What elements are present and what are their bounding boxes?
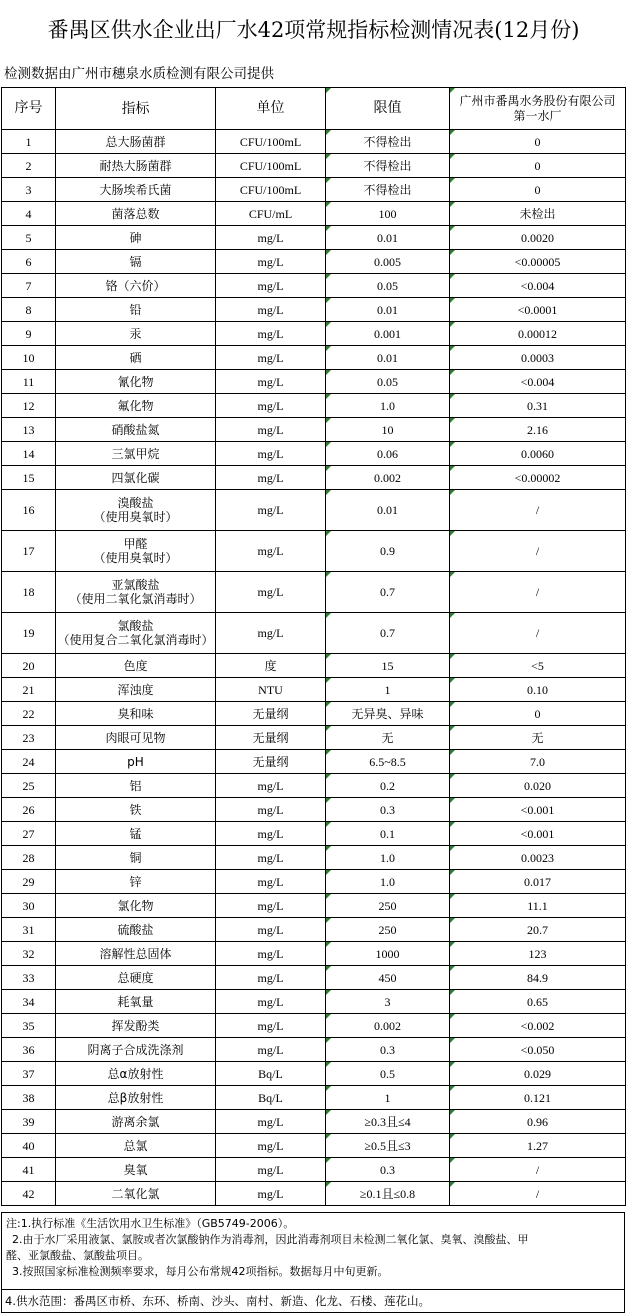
indicator-name: 游离余氯 [56,1110,216,1134]
indicator-unit: 度 [216,654,326,678]
row-number: 27 [2,822,56,846]
indicator-limit: 0.9 [326,531,450,572]
table-row [2,918,626,942]
indicator-unit: mg/L [216,370,326,394]
table-row [2,394,626,418]
indicator-unit: mg/L [216,298,326,322]
row-number: 30 [2,894,56,918]
indicator-unit: mg/L [216,870,326,894]
row-number: 31 [2,918,56,942]
indicator-limit: 0.3 [326,1158,450,1182]
table-row [2,654,626,678]
indicator-name: 铅 [56,298,216,322]
indicator-name: 四氯化碳 [56,466,216,490]
indicator-name: 耐热大肠菌群 [56,154,216,178]
measured-value: <0.004 [450,370,626,394]
table-row [2,966,626,990]
indicator-limit: 0.06 [326,442,450,466]
table-row [2,178,626,202]
measured-value: / [450,531,626,572]
row-number: 24 [2,750,56,774]
measured-value: 0.121 [450,1086,626,1110]
indicator-limit: 0.001 [326,322,450,346]
indicator-limit: 0.01 [326,298,450,322]
indicator-unit: mg/L [216,1038,326,1062]
indicator-unit: mg/L [216,442,326,466]
indicator-name: 锌 [56,870,216,894]
row-number: 23 [2,726,56,750]
measured-value: 0.0003 [450,346,626,370]
row-number: 34 [2,990,56,1014]
row-number: 35 [2,1014,56,1038]
row-number: 14 [2,442,56,466]
row-number: 21 [2,678,56,702]
indicator-unit: mg/L [216,531,326,572]
indicator-name: 总α放射性 [56,1062,216,1086]
indicator-unit: mg/L [216,418,326,442]
header-no: 序号 [2,88,56,130]
row-number: 39 [2,1110,56,1134]
measured-value: 0.96 [450,1110,626,1134]
measured-value: 0.10 [450,678,626,702]
table-row [2,490,626,531]
measured-value: <0.001 [450,798,626,822]
measured-value: <0.050 [450,1038,626,1062]
row-number: 26 [2,798,56,822]
indicator-unit: CFU/100mL [216,178,326,202]
row-number: 42 [2,1182,56,1206]
row-number: 28 [2,846,56,870]
table-row [2,346,626,370]
header-limit: 限值 [326,88,450,130]
indicator-name: 氯化物 [56,894,216,918]
indicator-limit: 0.01 [326,490,450,531]
indicator-limit: 0.002 [326,1014,450,1038]
data-source-note: 检测数据由广州市穗泉水质检测有限公司提供 [4,66,274,82]
indicator-name: 总β放射性 [56,1086,216,1110]
header-name: 指标 [56,88,216,130]
measured-value: 0.029 [450,1062,626,1086]
indicator-name: 硝酸盐氮 [56,418,216,442]
indicator-limit: 0.05 [326,370,450,394]
indicator-name: pH [56,750,216,774]
page-title: 番禺区供水企业出厂水42项常规指标检测情况表(12月份) [47,18,580,42]
measured-value: / [450,1158,626,1182]
row-number: 18 [2,572,56,613]
measured-value: / [450,1182,626,1206]
indicator-name: 铝 [56,774,216,798]
row-number: 29 [2,870,56,894]
measured-value: 0 [450,178,626,202]
table-row [2,678,626,702]
indicator-name: 铬（六价） [56,274,216,298]
measured-value: 0.00012 [450,322,626,346]
table-row [2,870,626,894]
row-number: 4 [2,202,56,226]
indicator-limit: ≥0.1且≤0.8 [326,1182,450,1206]
indicator-unit: mg/L [216,846,326,870]
table-row [2,154,626,178]
indicator-limit: 100 [326,202,450,226]
indicator-limit: 1.0 [326,394,450,418]
measured-value: 20.7 [450,918,626,942]
measured-value: 2.16 [450,418,626,442]
row-number: 36 [2,1038,56,1062]
indicator-limit: 0.2 [326,774,450,798]
header-unit: 单位 [216,88,326,130]
row-number: 7 [2,274,56,298]
measured-value: / [450,613,626,654]
indicator-limit: 0.01 [326,346,450,370]
measured-value: 1.27 [450,1134,626,1158]
indicator-limit: 0.3 [326,1038,450,1062]
indicator-unit: Bq/L [216,1086,326,1110]
table-row [2,942,626,966]
table-row [2,726,626,750]
measured-value: 0 [450,130,626,154]
measured-value: <5 [450,654,626,678]
indicator-unit: mg/L [216,1110,326,1134]
measured-value: <0.001 [450,822,626,846]
indicator-limit: 250 [326,894,450,918]
indicator-limit: 0.7 [326,613,450,654]
indicator-name: 臭氧 [56,1158,216,1182]
indicator-limit: 3 [326,990,450,1014]
indicator-name: 氟化物 [56,394,216,418]
row-number: 15 [2,466,56,490]
indicator-limit: 1.0 [326,846,450,870]
indicator-unit: mg/L [216,274,326,298]
table-row [2,572,626,613]
measured-value: <0.0001 [450,298,626,322]
measured-value: 未检出 [450,202,626,226]
table-row [2,613,626,654]
indicator-name: 二氧化氯 [56,1182,216,1206]
table-row [2,1110,626,1134]
row-number: 37 [2,1062,56,1086]
indicator-limit: 6.5~8.5 [326,750,450,774]
indicator-name: 砷 [56,226,216,250]
header-plant-name: 第一水厂 [513,108,562,123]
indicator-unit: mg/L [216,1182,326,1206]
measured-value: 0.017 [450,870,626,894]
table-row [2,774,626,798]
indicator-unit: mg/L [216,1158,326,1182]
note-line: 2.由于水厂采用液氯、氯胺或者次氯酸钠作为消毒剂，因此消毒剂项目未检测二氧化氯、臭氧、溴酸盐、甲 [12,1233,529,1246]
table-body [2,88,626,1206]
measured-value: 84.9 [450,966,626,990]
table-row [2,202,626,226]
row-number: 33 [2,966,56,990]
table-row [2,1038,626,1062]
measured-value: <0.00005 [450,250,626,274]
table-row [2,531,626,572]
indicator-unit: mg/L [216,226,326,250]
indicator-unit: mg/L [216,798,326,822]
indicator-unit: CFU/100mL [216,130,326,154]
row-number: 8 [2,298,56,322]
table-row [2,990,626,1014]
indicator-unit: mg/L [216,466,326,490]
indicator-name: 氰化物 [56,370,216,394]
indicator-name: 臭和味 [56,702,216,726]
measured-value: / [450,490,626,531]
indicator-name-main: 溴酸盐 [117,496,154,510]
measured-value: 0.65 [450,990,626,1014]
indicator-unit: mg/L [216,394,326,418]
indicator-name: 总硬度 [56,966,216,990]
note-line: 醛、亚氯酸盐、氯酸盐项目。 [6,1249,149,1262]
indicator-name: 铁 [56,798,216,822]
table-row [2,274,626,298]
indicator-limit: 无异臭、异味 [326,702,450,726]
indicator-name: 硫酸盐 [56,918,216,942]
row-number: 5 [2,226,56,250]
indicator-unit: 无量纲 [216,702,326,726]
indicator-name-condition: （使用复合二氧化氯消毒时） [57,633,214,647]
indicator-unit: mg/L [216,613,326,654]
indicator-limit: 1.0 [326,870,450,894]
row-number: 41 [2,1158,56,1182]
measured-value: 0.020 [450,774,626,798]
indicator-limit: 不得检出 [326,154,450,178]
row-number: 1 [2,130,56,154]
table-row [2,1086,626,1110]
note-line: 3.按照国家标准检测频率要求，每月公布常规42项指标。数据每月中旬更新。 [12,1265,389,1278]
indicator-limit: 不得检出 [326,178,450,202]
indicator-name: 耗氧量 [56,990,216,1014]
indicator-unit: mg/L [216,250,326,274]
indicator-limit: 0.1 [326,822,450,846]
indicator-limit: 250 [326,918,450,942]
indicator-unit: NTU [216,678,326,702]
indicator-limit: 10 [326,418,450,442]
row-number: 25 [2,774,56,798]
row-number: 40 [2,1134,56,1158]
indicator-unit: mg/L [216,990,326,1014]
indicator-name: 肉眼可见物 [56,726,216,750]
measured-value: / [450,572,626,613]
indicator-unit: mg/L [216,322,326,346]
indicator-limit: ≥0.5且≤3 [326,1134,450,1158]
indicator-unit: mg/L [216,774,326,798]
indicator-unit: Bq/L [216,1062,326,1086]
row-number: 13 [2,418,56,442]
indicator-name: 硒 [56,346,216,370]
indicator-unit: mg/L [216,894,326,918]
row-number: 11 [2,370,56,394]
table-row [2,702,626,726]
indicator-name-condition: （使用臭氧时） [93,551,178,565]
measured-value: 11.1 [450,894,626,918]
table-row [2,750,626,774]
table-row [2,1062,626,1086]
row-number: 20 [2,654,56,678]
indicator-limit: 450 [326,966,450,990]
row-number: 19 [2,613,56,654]
supply-scope-note: 4.供水范围：番禺区市桥、东环、桥南、沙头、南村、新造、化龙、石楼、莲花山。 [1,1289,625,1313]
table-row [2,226,626,250]
indicator-unit: CFU/mL [216,202,326,226]
indicator-name: 浑浊度 [56,678,216,702]
indicator-name: 溶解性总固体 [56,942,216,966]
indicator-unit: mg/L [216,572,326,613]
table-row [2,1134,626,1158]
indicator-limit: 0.002 [326,466,450,490]
indicator-name [56,613,216,654]
indicator-limit: 0.005 [326,250,450,274]
indicator-name-condition: （使用二氧化氯消毒时） [69,592,202,606]
table-row [2,322,626,346]
table-row [2,798,626,822]
measured-value: 0 [450,154,626,178]
indicator-name [56,490,216,531]
measured-value: 0.0020 [450,226,626,250]
indicator-unit: 无量纲 [216,726,326,750]
row-number: 6 [2,250,56,274]
indicator-limit: 0.3 [326,798,450,822]
water-quality-table [1,87,626,1206]
notes-section [1,1212,625,1289]
indicator-unit: mg/L [216,346,326,370]
indicator-name: 阴离子合成洗涤剂 [56,1038,216,1062]
row-number: 10 [2,346,56,370]
indicator-unit: mg/L [216,490,326,531]
indicator-limit: 1000 [326,942,450,966]
row-number: 22 [2,702,56,726]
row-number: 2 [2,154,56,178]
indicator-unit: mg/L [216,822,326,846]
row-number: 3 [2,178,56,202]
measured-value: <0.004 [450,274,626,298]
table-row [2,1158,626,1182]
indicator-unit: mg/L [216,942,326,966]
row-number: 38 [2,1086,56,1110]
measured-value: 0.0060 [450,442,626,466]
indicator-name: 色度 [56,654,216,678]
indicator-name: 挥发酚类 [56,1014,216,1038]
indicator-unit: mg/L [216,966,326,990]
indicator-unit: 无量纲 [216,750,326,774]
table-header-row [2,88,626,130]
table-row [2,1014,626,1038]
indicator-name-main: 氯酸盐 [117,619,154,633]
measured-value: 0.31 [450,394,626,418]
indicator-limit: 1 [326,678,450,702]
header-plant-company: 广州市番禺水务股份有限公司 [459,93,616,108]
measured-value: <0.002 [450,1014,626,1038]
indicator-name: 汞 [56,322,216,346]
row-number: 17 [2,531,56,572]
indicator-name-main: 甲醛 [123,537,148,551]
indicator-name: 铜 [56,846,216,870]
table-row [2,442,626,466]
header-plant [450,88,626,130]
indicator-name [56,572,216,613]
table-row [2,894,626,918]
indicator-unit: CFU/100mL [216,154,326,178]
indicator-limit: 15 [326,654,450,678]
indicator-name-condition: （使用臭氧时） [93,510,178,524]
measured-value: <0.00002 [450,466,626,490]
row-number: 12 [2,394,56,418]
indicator-limit: 不得检出 [326,130,450,154]
indicator-name [56,531,216,572]
indicator-name: 菌落总数 [56,202,216,226]
indicator-limit: 0.01 [326,226,450,250]
indicator-name: 锰 [56,822,216,846]
indicator-name: 镉 [56,250,216,274]
indicator-name-main: 亚氯酸盐 [111,578,160,592]
table-row [2,822,626,846]
indicator-name: 三氯甲烷 [56,442,216,466]
indicator-name: 大肠埃希氏菌 [56,178,216,202]
indicator-limit: 1 [326,1086,450,1110]
row-number: 16 [2,490,56,531]
row-number: 9 [2,322,56,346]
table-row [2,1182,626,1206]
measured-value: 0.0023 [450,846,626,870]
row-number: 32 [2,942,56,966]
table-row [2,466,626,490]
indicator-unit: mg/L [216,1134,326,1158]
indicator-limit: 无 [326,726,450,750]
indicator-limit: ≥0.3且≤4 [326,1110,450,1134]
table-row [2,846,626,870]
measured-value: 123 [450,942,626,966]
table-row [2,130,626,154]
note-line: 注:1.执行标准《生活饮用水卫生标准》（GB5749-2006）。 [6,1217,295,1230]
table-row [2,250,626,274]
indicator-limit: 0.05 [326,274,450,298]
measured-value: 0 [450,702,626,726]
indicator-unit: mg/L [216,1014,326,1038]
indicator-name: 总大肠菌群 [56,130,216,154]
indicator-unit: mg/L [216,918,326,942]
measured-value: 7.0 [450,750,626,774]
indicator-name: 总氯 [56,1134,216,1158]
table-row [2,298,626,322]
indicator-limit: 0.5 [326,1062,450,1086]
table-row [2,370,626,394]
indicator-limit: 0.7 [326,572,450,613]
measured-value: 无 [450,726,626,750]
table-row [2,418,626,442]
